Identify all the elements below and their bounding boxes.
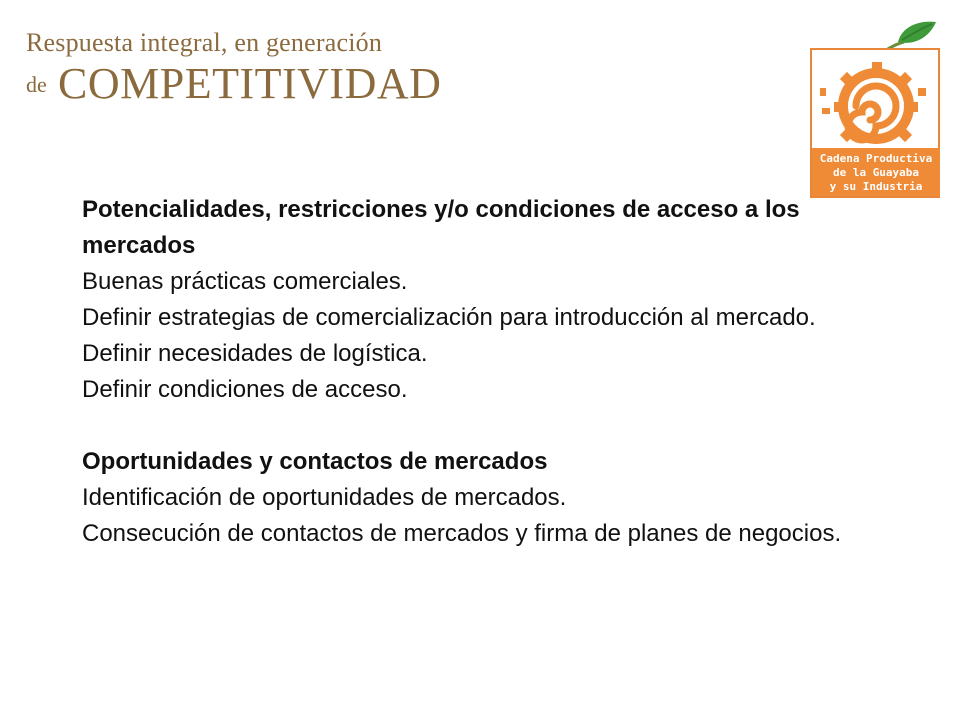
seal-label <box>812 148 940 196</box>
section-gap <box>82 408 872 444</box>
list-item: Identificación de oportunidades de mercados. <box>82 484 567 511</box>
slogan-line: Respuesta integral, en generación <box>26 28 383 57</box>
section-heading: Potencialidades, restricciones y/o condiciones de acceso a los mercados <box>82 196 800 259</box>
list-item: Consecución de contactos de mercados y firma de planes de negocios. <box>82 520 842 547</box>
seal-label-line: y su Industria <box>829 180 923 193</box>
slide-content <box>82 192 872 552</box>
list-item: Buenas prácticas comerciales. <box>82 268 408 295</box>
list-item: Definir condiciones de acceso. <box>82 376 408 403</box>
slogan-title: COMPETITIVIDAD <box>58 59 442 108</box>
list-item: Definir necesidades de logística. <box>82 340 428 367</box>
slogan-prefix: de <box>26 72 47 97</box>
guayaba-chain-seal <box>808 18 944 198</box>
section-market-access <box>82 192 872 408</box>
section-heading: Oportunidades y contactos de mercados <box>82 448 548 475</box>
seal-label-line: Cadena Productiva <box>819 152 933 165</box>
list-item: Definir estrategias de comercialización para introducción al mercado. <box>82 304 816 331</box>
section-market-opportunities <box>82 444 872 552</box>
guava-gear-icon <box>818 58 930 148</box>
seal-label-line: de la Guayaba <box>832 166 920 179</box>
